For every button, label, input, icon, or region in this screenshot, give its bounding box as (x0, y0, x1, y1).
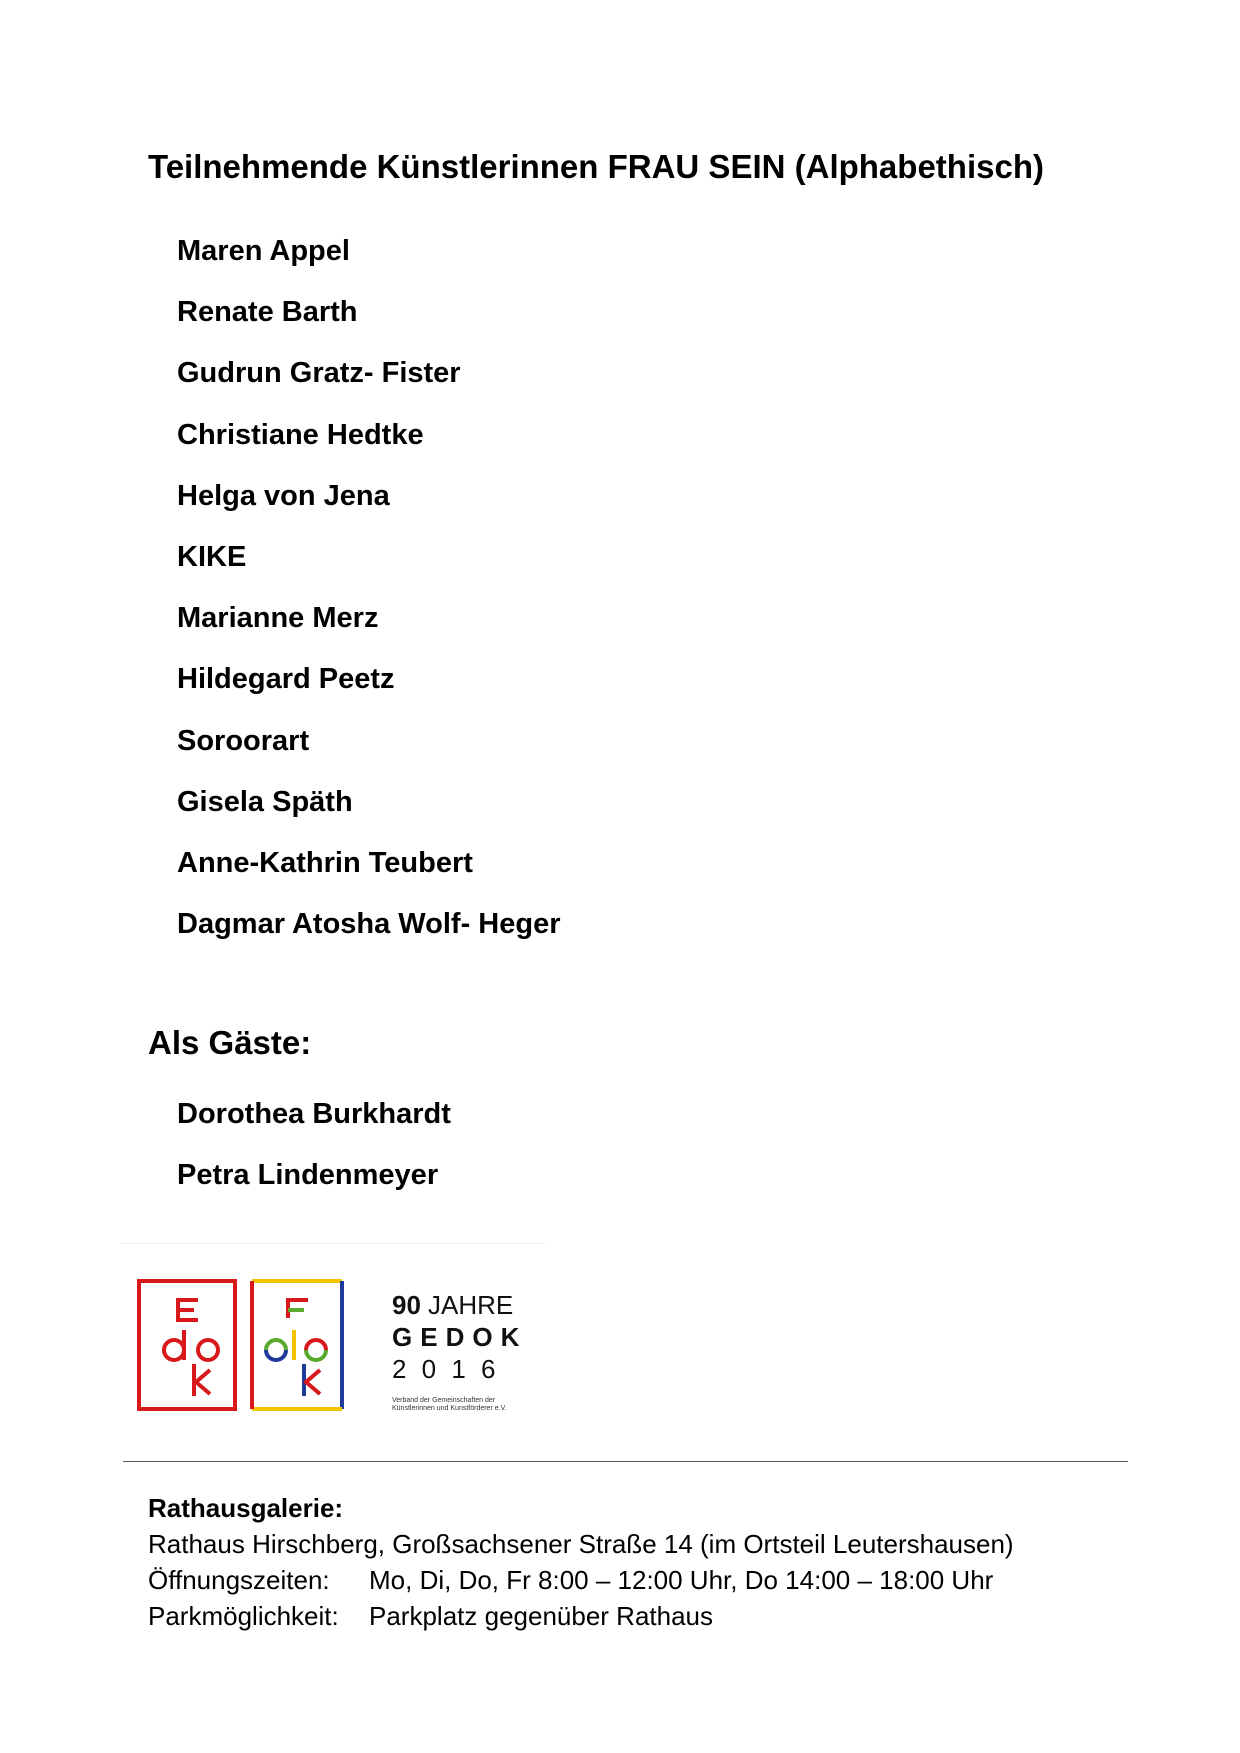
logo-subline-1: Verband der Gemeinschaften der (392, 1397, 496, 1404)
artist-item: Hildegard Peetz (177, 663, 395, 696)
logo-name: GEDOK (392, 1322, 528, 1352)
artist-item: Christiane Hedtke (177, 418, 424, 451)
gedok-logo-block (136, 1278, 536, 1418)
artist-list (177, 230, 561, 964)
artist-item: Maren Appel (177, 235, 350, 267)
opening-hours-value: Mo, Di, Do, Fr 8:00 – 12:00 Uhr, Do 14:00 – 18:00 Uhr (369, 1565, 994, 1595)
artist-item: Gisela Späth (177, 785, 353, 818)
logo-years: 90 (392, 1290, 421, 1320)
artist-item: Soroorart (177, 724, 310, 757)
logo-jahre: JAHRE (428, 1290, 514, 1320)
gedok-red-logo-icon (139, 1281, 235, 1409)
guests-heading: Als Gäste: (148, 1024, 312, 1061)
artist-item: KIKE (177, 540, 247, 573)
logo-year: 2 0 1 6 (392, 1354, 500, 1384)
venue-label: Rathausgalerie: (148, 1493, 344, 1523)
guest-item: Dorothea Burkhardt (177, 1098, 451, 1130)
guest-list (177, 1093, 451, 1215)
gedok-color-logo-icon (252, 1281, 342, 1409)
divider (120, 1243, 545, 1244)
venue-address: Rathaus Hirschberg, Großsachsener Straße 14 (im Ortsteil Leutershausen) (148, 1529, 1014, 1559)
artist-item: Renate Barth (177, 296, 358, 329)
guest-item: Petra Lindenmeyer (177, 1159, 439, 1192)
opening-hours-row (148, 1562, 1014, 1598)
opening-hours-label: Öffnungszeiten: (148, 1565, 330, 1595)
parking-value: Parkplatz gegenüber Rathaus (369, 1601, 714, 1631)
artist-item: Gudrun Gratz- Fister (177, 357, 461, 390)
artist-item: Dagmar Atosha Wolf- Heger (177, 908, 561, 941)
artist-item: Anne-Kathrin Teubert (177, 846, 473, 879)
gedok-logo (136, 1278, 536, 1418)
venue-info (148, 1490, 1014, 1634)
page-title: Teilnehmende Künstlerinnen FRAU SEIN (Alphabethisch) (148, 148, 1044, 185)
parking-row (148, 1598, 1014, 1634)
logo-subline-2: Künstlerinnen und Kunstförderer e.V. (392, 1405, 507, 1412)
artist-item: Helga von Jena (177, 479, 390, 512)
artist-item: Marianne Merz (177, 602, 379, 635)
parking-label: Parkmöglichkeit: (148, 1601, 339, 1631)
footer-divider (123, 1461, 1128, 1462)
